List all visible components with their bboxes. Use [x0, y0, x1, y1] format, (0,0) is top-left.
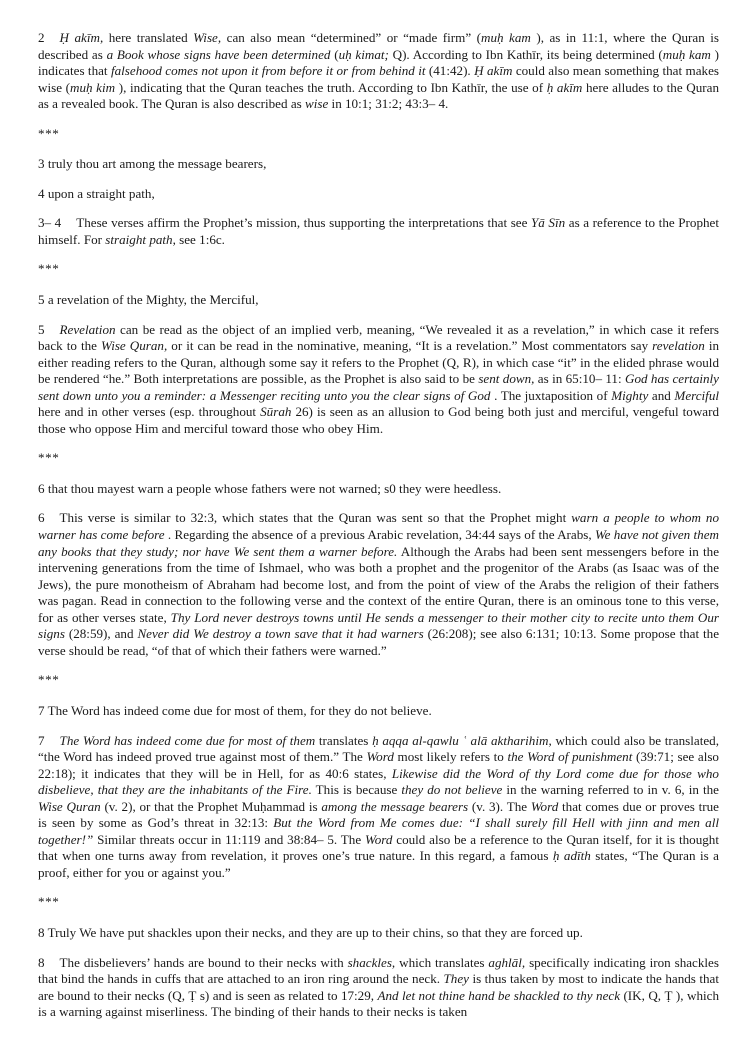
term-hadith: ḥ adīth: [552, 848, 591, 864]
verse-line-7: 7 The Word has indeed come due for most of them, for they do not believe.: [38, 702, 432, 718]
verse-line-3: 3 truly thou art among the message bearers,: [38, 156, 267, 172]
term-muhkam-2: muḥ kam: [662, 46, 715, 62]
section-divider-2: ***: [38, 261, 60, 277]
paragraph-number: 7: [38, 732, 45, 748]
quote-32-13: But the Word from Me comes due: “I shall surely fill Hell with jinn and men all together!”: [38, 815, 719, 847]
section-divider-3: ***: [38, 450, 60, 466]
term-mighty: Mighty: [611, 387, 649, 403]
verse-line-8: 8 Truly We have put shackles upon their necks, and they are up to their chins, so that they are forced up.: [38, 924, 583, 940]
quote-book-signs: a Book whose signs have been determined: [106, 46, 331, 62]
term-hakim: Ḥ akīm,: [59, 30, 104, 45]
quote-26-208: Never did We destroy a town save that it had warners: [137, 626, 424, 642]
quote-falsehood: falsehood comes not upon it from before it or from behind it: [110, 63, 426, 79]
term-hakim-2: Ḥ akīm: [474, 63, 513, 79]
term-aghlal: aghlāl,: [488, 954, 526, 970]
term-they: They: [443, 971, 469, 987]
commentary-paragraph-3-4: 3– 4 These verses affirm the Prophet’s mission, thus supporting the interpretations that see Yā Sīn as a reference to the Prophet himself. For straight path, see 1:6c.: [38, 215, 719, 247]
term-revelation-2: revelation: [652, 338, 705, 354]
quote-word-come-due: The Word has indeed come due for most of them: [59, 732, 316, 748]
term-among-message-bearers: among the message bearers: [321, 798, 469, 814]
quote-40-6: Likewise did the Word of thy Lord come due for those who disbelieve, that they are the inhabitants of the Fire.: [38, 765, 719, 798]
term-merciful: Merciful: [674, 387, 720, 403]
term-sent-down: sent down,: [478, 371, 535, 387]
term-h: ḥ akīm: [546, 79, 583, 95]
term-they-do-not-believe: they do not believe: [401, 782, 503, 798]
term-muhkim: muḥ kim: [70, 79, 119, 95]
term-wise: Wise,: [193, 30, 222, 45]
term-straight-path: straight path,: [105, 231, 176, 247]
verse-line-4: 4 upon a straight path,: [38, 185, 155, 201]
section-divider-4: ***: [38, 672, 60, 688]
commentary-paragraph-7: 7 The Word has indeed come due for most of them translates ḥ aqqa al-qawlu ʿ alā aktharihim, which could also be translated, “the Word has indeed proved true against most of them.” The Word most likely refers to the Word of punishment (39:71; see also 22:18); it indicates that they will be in Hell, for as 40:6 states, Likewise did the Word of thy Lord come due for those who disbelieve, that they are the inhabitants of the Fire. This is because they do not believe in the warning referred to in v. 6, in the Wise Quran (v. 2), or that the Prophet Muḥammad is among the message bearers (v. 3). The Word that comes due or proves true is seen by some as God’s threat in 32:13: But the Word from Me comes due: “I shall surely fill Hell with jinn and men all together!” Similar threats occur in 11:119 and 38:84– 5. The Word could also be a reference to the Quran itself, for it is thought that when one turns away from revelation, it proves one’s true nature. In this regard, a famous ḥ adīth states, “The Quran is a proof, either for you or against you.”: [38, 732, 719, 880]
paragraph-number: 5: [38, 321, 45, 337]
paragraph-number: 2: [38, 30, 45, 45]
quote-17-29: And let not thine hand be shackled to thy neck: [377, 987, 621, 1003]
verse-line-6: 6 that thou mayest warn a people whose fathers were not warned; s0 they were heedless.: [38, 480, 502, 496]
paragraph-number: 8: [38, 954, 45, 970]
term-muhkam: muḥ kam: [480, 30, 537, 45]
term-uhkimat: uḥ kimat;: [338, 46, 389, 62]
term-word-of-punishment: the Word of punishment: [507, 749, 633, 765]
term-word-2: Word: [530, 798, 559, 814]
quote-34-44: We have not given them any books that they study; nor have We sent them a warner before.: [38, 527, 719, 559]
term-shackles: shackles,: [347, 954, 396, 970]
section-divider-5: ***: [38, 894, 60, 910]
term-word: Word: [366, 749, 394, 765]
commentary-paragraph-8: 8 The disbelievers’ hands are bound to their necks with shackles, which translates aghlāl, specifically indicating iron shackles that bind the hands in cuffs that are attached to an iron ring around the neck. They is thus taken by most to indicate the hands that are bound to their necks (Q, Ṭ s) and is seen as related to 17:29, And let not thine hand be shackled to thy neck (IK, Q, Ṭ ), which is a warning against miserliness. The binding of their hands to their necks is taken: [38, 954, 720, 1020]
quote-warn-people: warn a people to whom no warner has come before: [38, 510, 719, 543]
section-divider-1: ***: [38, 125, 60, 141]
paragraph-number: 3– 4: [38, 215, 62, 231]
term-wise-quran-2: Wise Quran: [38, 798, 101, 814]
term-ya-sin: Yā Sīn: [531, 215, 566, 231]
quote-28-59: Thy Lord never destroys towns until He sends a messenger to their mother city to recite unto them Our signs: [38, 609, 719, 642]
commentary-paragraph-2: 2 Ḥ akīm, here translated Wise, can also mean “determined” or “made firm” (muḥ kam ), as in 11:1, where the Quran is described as a Book whose signs have been determined (uḥ kimat; Q). According to Ibn Kathīr, its being determined (muḥ kam ) indicates that falsehood comes not upon it from before it or from behind it (41:42). Ḥ akīm could also mean something that makes wise (muḥ kim ), indicating that the Quran teaches the truth. According to Ibn Kathīr, the use of ḥ akīm here alludes to the Quran as a revealed book. The Quran is also described as wise in 10:1; 31:2; 43:3– 4.: [38, 30, 719, 112]
paragraph-number: 6: [38, 510, 45, 526]
commentary-paragraph-5: 5 Revelation can be read as the object of an implied verb, meaning, “We revealed it as a revelation,” in which case it refers back to the Wise Quran, or it can be read in the nominative, meaning, “It is a revelation.” Most commentators say revelation in either reading refers to the Quran, although some say it refers to the Prophet (Q, R), in which case “it” in the elided phrase would be rendered “he.” Both interpretations are possible, as the Prophet is also said to be sent down, as in 65:10– 11: God has certainly sent down unto you a reminder: a Messenger reciting unto you the clear signs of God . The juxtaposition of Mighty and Merciful here and in other verses (esp. throughout Sūrah 26) is seen as an allusion to God being both just and merciful, vengeful toward those who oppose Him and merciful toward those who obey Him.: [38, 321, 720, 436]
term-revelation: Revelation: [59, 321, 116, 337]
verse-line-5: 5 a revelation of the Mighty, the Merciful,: [38, 292, 259, 308]
quote-65-10-11: God has certainly sent down unto you a reminder: a Messenger reciting unto you the clear signs of God: [38, 371, 719, 403]
term-wise-quran: Wise Quran,: [101, 338, 168, 354]
term-wise-2: wise: [305, 96, 329, 112]
term-word-3: Word: [365, 831, 393, 847]
term-surah: Sūrah: [260, 404, 292, 420]
commentary-paragraph-6: 6 This verse is similar to 32:3, which states that the Quran was sent so that the Prophet might warn a people to whom no warner has come before . Regarding the absence of a previous Arabic revelation, 34:44 says of the Arabs, We have not given them any books that they study; nor have We sent them a warner before. Although the Arabs had been sent messengers before in the intervening generations from the time of Ishmael, who was both a prophet and the progenitor of the Arabs (as Isaac was of the Jews), the pure monotheism of Abraham had become lost, and from the point of view of the Arabs the religion of their fathers was pagan. Read in connection to the following verse and the context of the entire Quran, there is an ominous tone to this verse, for as other verses state, Thy Lord never destroys towns until He sends a messenger to their mother city to recite unto them Our signs (28:59), and Never did We destroy a town save that it had warners (26:208); see also 6:131; 10:13. Some propose that the verse should be read, “of that of which their fathers were warned.”: [38, 510, 720, 658]
term-haqqa-al-qawlu: ḥ aqqa al-qawlu ʿ alā aktharihim,: [372, 732, 552, 748]
